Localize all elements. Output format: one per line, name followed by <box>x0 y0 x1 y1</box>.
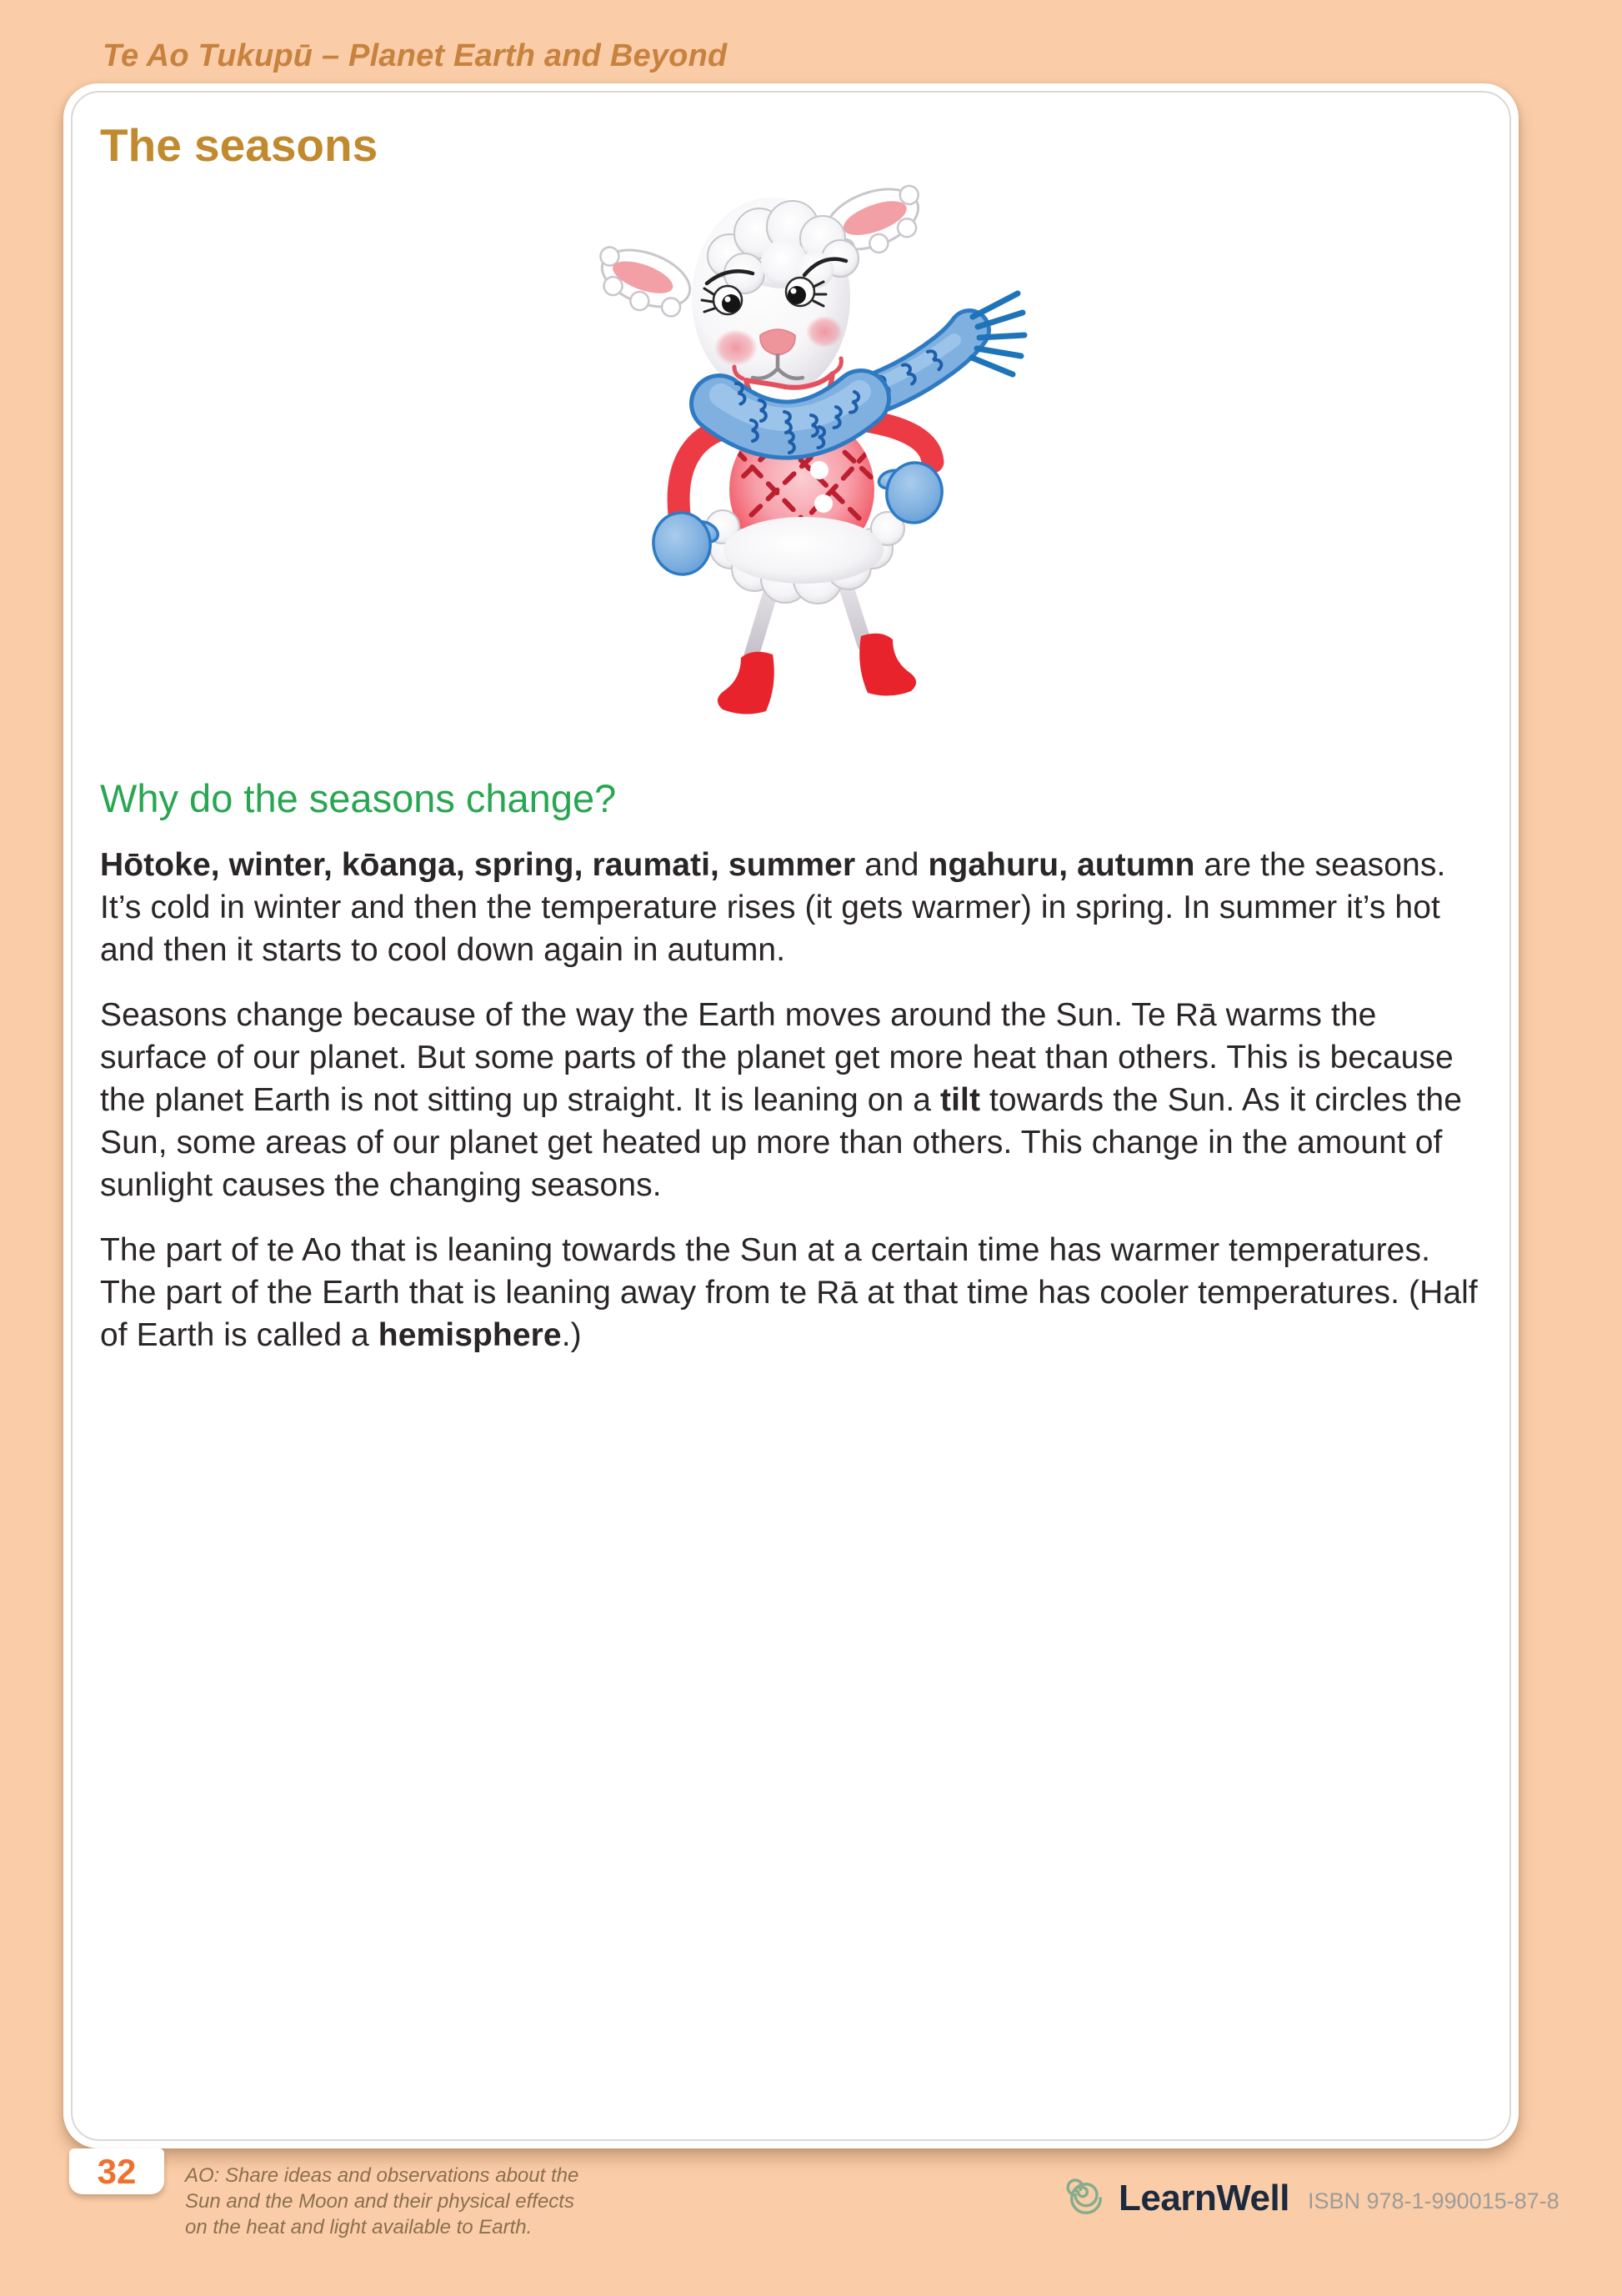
paragraph-3: The part of te Ao that is leaning towards the Sun at a certain time has warmer temperatures. The part of the Earth that is leaning away from te Rā at that time has cooler temperatures. (Half of Earth is called a hemisphere.) <box>100 1232 1478 1353</box>
content-card <box>63 83 1519 2148</box>
section-heading: Why do the seasons change? <box>100 776 617 820</box>
koru-spiral-icon <box>1064 2176 1109 2221</box>
lamb-left-ear <box>596 238 698 325</box>
lamb-left-boot <box>718 652 774 714</box>
page-title: The seasons <box>100 119 378 171</box>
lamb-right-leg <box>844 581 864 644</box>
lamb-right-boot <box>859 634 916 696</box>
paragraph-1: Hōtoke, winter, kōanga, spring, raumati, summer and ngahuru, autumn are the seasons. It’s cold in winter and then the temperature rises (it gets warmer) in spring. In summer it’s hot and then it starts to cool down again in autumn. <box>100 847 1446 968</box>
lamb-wool-skirt <box>706 510 904 604</box>
publisher-name: LearnWell <box>1119 2178 1289 2218</box>
lamb-left-arm <box>678 431 717 514</box>
body-text <box>100 844 1480 1379</box>
page-header-title: Te Ao Tukupū – Planet Earth and Beyond <box>103 38 728 73</box>
page-number-tab <box>69 2148 164 2194</box>
paragraph-2: Seasons change because of the way the Earth moves around the Sun. Te Rā warms the surface of our planet. But some parts of the planet get more heat than others. This is because the planet Earth is not sitting up straight. It is leaning on a tilt towards the Sun. As it circles the Sun, some areas of our planet get heated up more than others. This change in the amount of sunlight causes the changing seasons. <box>100 997 1462 1203</box>
isbn-text: ISBN 978-1-990015-87-8 <box>1307 2188 1559 2213</box>
publisher-brand <box>1064 2176 1559 2221</box>
page-number: 32 <box>97 2151 137 2191</box>
achievement-objective-note: AO: Share ideas and observations about the Sun and the Moon and their physical effects on the heat and light available to Earth. <box>185 2164 579 2238</box>
lamb-illustration <box>596 177 1046 734</box>
